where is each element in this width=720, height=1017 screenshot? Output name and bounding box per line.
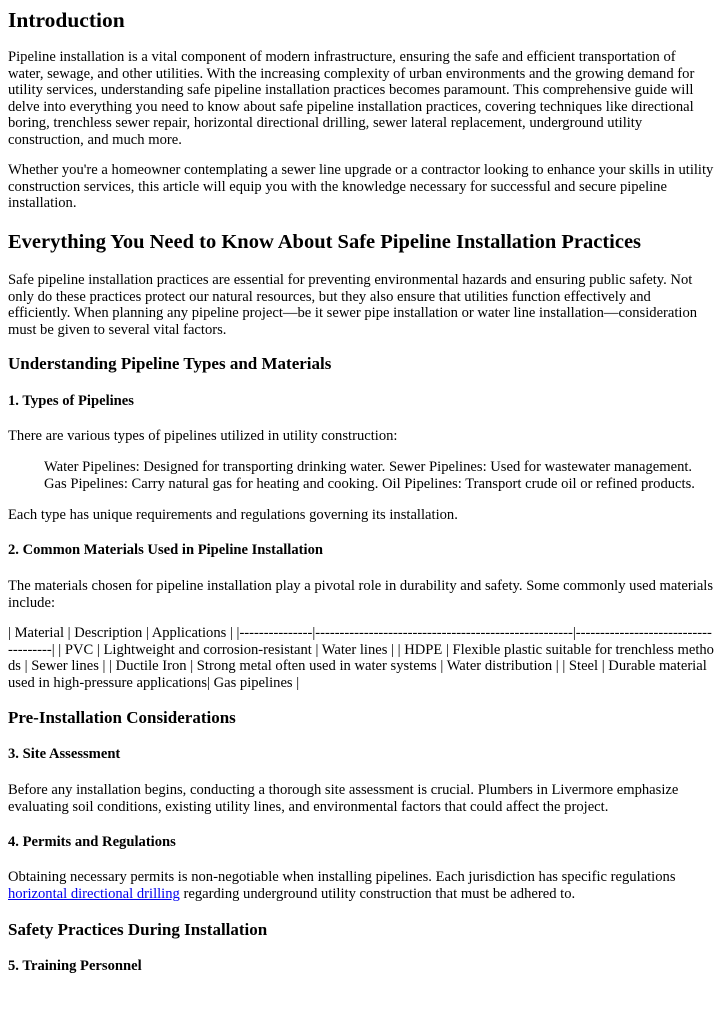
- intro-heading: Introduction: [8, 8, 125, 32]
- permits-text-after: regarding underground utility construction that must be adhered to.: [179, 885, 576, 902]
- materials-table-text: | Material | Description | Applications | |---------------|-----------------------------------------------------|-------------------------------------| | PVC | Lightweight and corrosion-resistant | Water lines | | HDPE | Flexible plastic suitable for trenchless methods | Sewer lines | | Ductile Iron | Strong metal often used in water systems | Water distribution | | Steel | Durable material used in high-pressure applications| Gas pipelines |: [8, 625, 714, 691]
- types-heading: Understanding Pipeline Types and Materials: [8, 354, 332, 373]
- site-assessment-heading: 3. Site Assessment: [8, 746, 121, 762]
- horizontal-directional-drilling-link[interactable]: horizontal directional drilling: [8, 885, 180, 902]
- materials-paragraph: The materials chosen for pipeline installation play a pivotal role in durability and safety. Some commonly used materials include:: [8, 578, 714, 611]
- types-of-pipelines-heading: 1. Types of Pipelines: [8, 393, 134, 409]
- safety-practices-heading: Safety Practices During Installation: [8, 920, 268, 939]
- intro-paragraph-2: Whether you're a homeowner contemplating a sewer line upgrade or a contractor looking to enhance your skills in utility construction services, this article will equip you with the knowledge necessary for successful and secure pipeline installation.: [8, 162, 714, 211]
- pipeline-types-list: Water Pipelines: Designed for transporting drinking water. Sewer Pipelines: Used for wastewater management. Gas Pipelines: Carry natural gas for heating and cooking. Oil Pipelines: Transport crude oil or refined products.: [44, 459, 695, 492]
- types-intro-paragraph: There are various types of pipelines utilized in utility construction:: [8, 428, 398, 444]
- pre-installation-heading: Pre-Installation Considerations: [8, 708, 236, 727]
- site-assessment-paragraph: Before any installation begins, conducting a thorough site assessment is crucial. Plumbers in Livermore emphasize evaluating soil conditions, existing utility lines, and environmental factors that could affect the project.: [8, 782, 679, 815]
- training-personnel-heading: 5. Training Personnel: [8, 958, 142, 974]
- permits-heading: 4. Permits and Regulations: [8, 834, 176, 850]
- types-after-paragraph: Each type has unique requirements and regulations governing its installation.: [8, 507, 458, 523]
- main-paragraph-1: Safe pipeline installation practices are essential for preventing environmental hazards and ensuring public safety. Not only do these practices protect our natural resources, but they also ensure that utilities function effectively and efficiently. When planning any pipeline project—be it sewer pipe installation or water line installation—consideration must be given to several vital factors.: [8, 272, 698, 338]
- intro-paragraph-1: Pipeline installation is a vital component of modern infrastructure, ensuring the safe and efficient transportation of water, sewage, and other utilities. With the increasing complexity of urban environments and the growing demand for utility services, understanding safe pipeline installation practices becomes paramount. This comprehensive guide will delve into everything you need to know about safe pipeline installation practices, covering techniques like directional boring, trenchless sewer repair, horizontal directional drilling, sewer lateral replacement, underground utility construction, and much more.: [8, 49, 695, 148]
- permits-text-before: Obtaining necessary permits is non-negotiable when installing pipelines. Each jurisdiction has specific regulations: [8, 869, 676, 885]
- main-heading: Everything You Need to Know About Safe Pipeline Installation Practices: [8, 231, 642, 253]
- permits-paragraph: [8, 869, 714, 902]
- materials-heading: 2. Common Materials Used in Pipeline Installation: [8, 542, 323, 558]
